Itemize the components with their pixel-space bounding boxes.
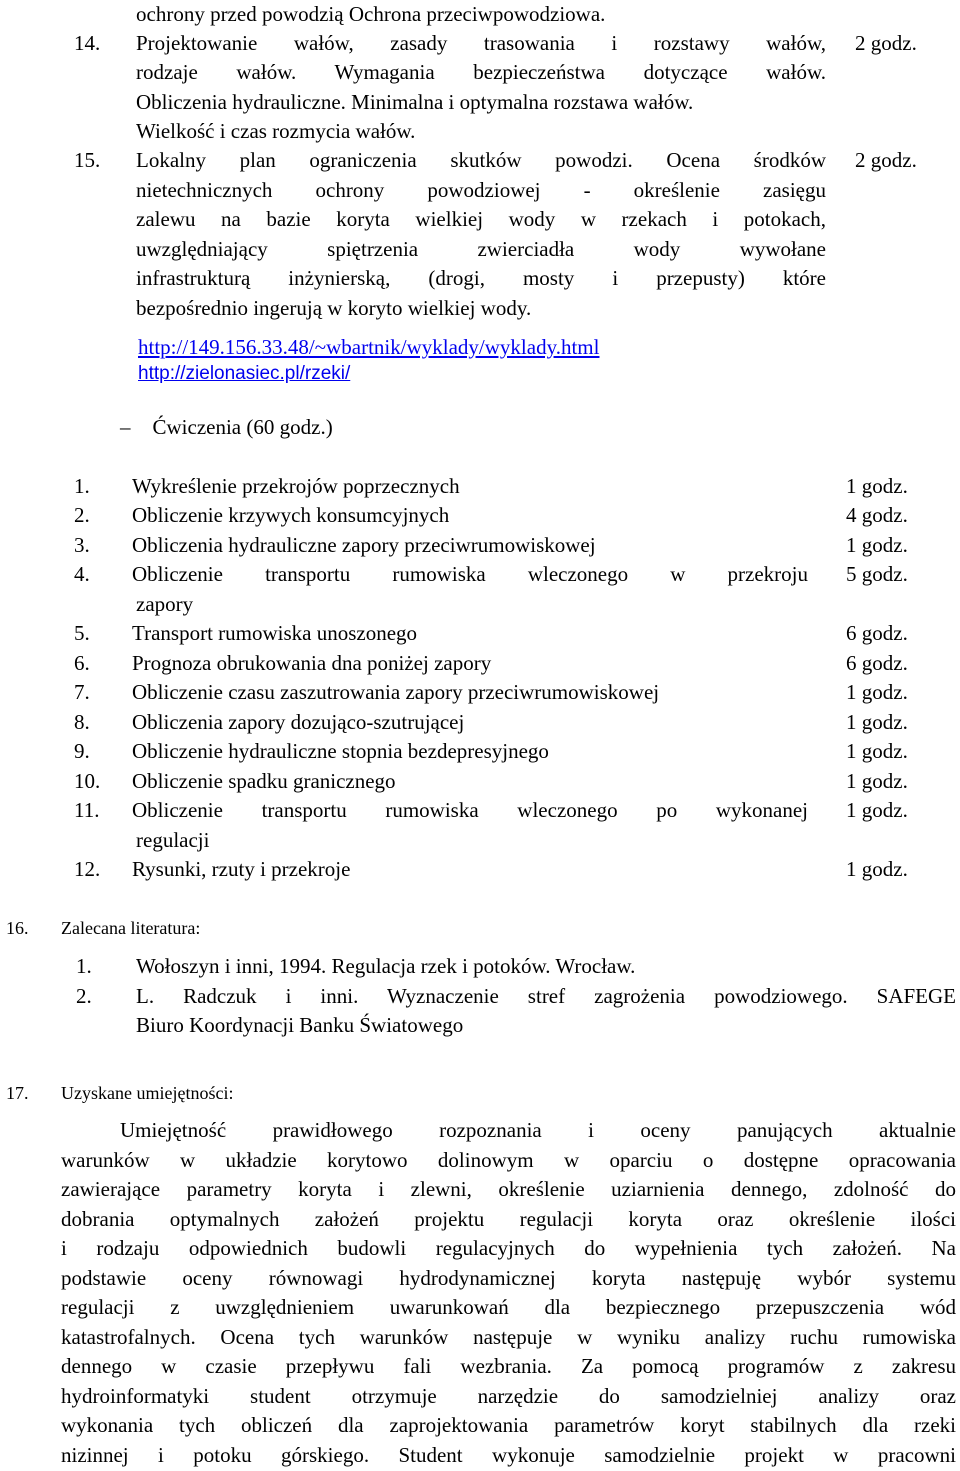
skills-paragraph-line-7: regulacji z uwzględnieniem uwarunkowań dla bezpiecznego przepuszczenia wód <box>61 1295 956 1319</box>
exercises-heading <box>120 413 333 443</box>
exercise-item-12-hours: 1 godz. <box>846 857 908 881</box>
exercise-item-5-number: 5. <box>74 621 90 645</box>
link-zielonasiec[interactable]: http://zielonasiec.pl/rzeki/ <box>138 363 351 384</box>
link-wyklady[interactable]: http://149.156.33.48/~wbartnik/wyklady/wyklady.html <box>138 335 600 359</box>
exercise-item-11-text-line-2: regulacji <box>136 828 210 852</box>
skills-paragraph-line-1: Umiejętność prawidłowego rozpoznania i oceny panujących aktualnie <box>120 1118 956 1142</box>
exercise-item-2-number: 2. <box>74 503 90 527</box>
exercise-item-4-text-line-1: Obliczenie transportu rumowiska wleczonego w przekroju <box>132 562 808 586</box>
exercise-item-7-text: Obliczenie czasu zaszutrowania zapory przeciwrumowiskowej <box>132 680 660 704</box>
exercise-item-6-hours: 6 godz. <box>846 651 908 675</box>
skills-paragraph-line-5: i rodzaju odpowiednich budowli regulacyjnych do wypełnienia tych założeń. Na <box>61 1236 956 1260</box>
exercise-item-12-number: 12. <box>74 857 101 881</box>
exercise-item-1-hours: 1 godz. <box>846 474 908 498</box>
lecture-item-14-number: 14. <box>74 31 101 55</box>
exercise-item-3-hours: 1 godz. <box>846 533 908 557</box>
lecture-continuation-line: ochrony przed powodzią Ochrona przeciwpowodziowa. <box>136 2 606 26</box>
lecture-item-15-line-1: Lokalny plan ograniczenia skutków powodzi. Ocena środków <box>136 148 826 172</box>
skills-paragraph-line-4: dobrania optymalnych założeń projektu regulacji koryta oraz określenie ilości <box>61 1207 956 1231</box>
exercise-item-8-number: 8. <box>74 710 90 734</box>
exercise-item-4-hours: 5 godz. <box>846 562 908 586</box>
lecture-item-14-line-4: Wielkość i czas rozmycia wałów. <box>136 119 416 143</box>
skills-paragraph-line-12: nizinnej i potoku górskiego. Student wykonuje samodzielnie projekt w pracowni <box>61 1443 956 1467</box>
lecture-item-15-hours: 2 godz. <box>855 148 917 172</box>
lecture-item-15-line-2: nietechnicznych ochrony powodziowej - określenie zasięgu <box>136 178 826 202</box>
exercise-item-10-text: Obliczenie spadku granicznego <box>132 769 396 793</box>
exercise-item-4-number: 4. <box>74 562 90 586</box>
exercise-item-2-text: Obliczenie krzywych konsumcyjnych <box>132 503 450 527</box>
exercise-item-8-hours: 1 godz. <box>846 710 908 734</box>
exercise-item-1-number: 1. <box>74 474 90 498</box>
lecture-item-15-line-3: zalewu na bazie koryta wielkiej wody w rzekach i potokach, <box>136 207 826 231</box>
exercise-item-9-hours: 1 godz. <box>846 739 908 763</box>
literature-item-1-number: 1. <box>76 954 92 978</box>
skills-paragraph-line-11: wykonania tych obliczeń dla zaprojektowania parametrów koryt stabilnych dla rzeki <box>61 1413 956 1437</box>
skills-paragraph-line-2: warunków w układzie korytowo dolinowym w oparciu o dostępne opracowania <box>61 1148 956 1172</box>
skills-paragraph-line-3: zawierające parametry koryta i zlewni, określenie uziarnienia dennego, zdolność do <box>61 1177 956 1201</box>
exercise-item-7-hours: 1 godz. <box>846 680 908 704</box>
exercise-item-1-text: Wykreślenie przekrojów poprzecznych <box>132 474 460 498</box>
lecture-item-15-line-6: bezpośrednio ingerują w koryto wielkiej wody. <box>136 296 532 320</box>
section-16-number: 16. <box>6 918 29 938</box>
exercise-item-10-hours: 1 godz. <box>846 769 908 793</box>
section-16-title: Zalecana literatura: <box>61 918 201 938</box>
dash-bullet: – <box>120 415 131 439</box>
exercise-item-11-hours: 1 godz. <box>846 798 908 822</box>
exercise-item-2-hours: 4 godz. <box>846 503 908 527</box>
skills-paragraph-line-8: katastrofalnych. Ocena tych warunków następuje w wyniku analizy ruchu rumowiska <box>61 1325 956 1349</box>
lecture-item-15-line-5: infrastrukturą inżynierską, (drogi, mosty i przepusty) które <box>136 266 826 290</box>
skills-paragraph-line-6: podstawie oceny równowagi hydrodynamicznej koryta następuję wybór systemu <box>61 1266 956 1290</box>
lecture-item-14-line-1: Projektowanie wałów, zasady trasowania i rozstawy wałów, <box>136 31 826 55</box>
exercise-item-6-text: Prognoza obrukowania dna poniżej zapory <box>132 651 492 675</box>
exercise-item-11-text-line-1: Obliczenie transportu rumowiska wleczonego po wykonanej <box>132 798 808 822</box>
exercise-item-9-text: Obliczenie hydrauliczne stopnia bezdepresyjnego <box>132 739 549 763</box>
skills-paragraph-line-10: hydroinformatyki student otrzymuje narzędzie do samodzielniej analizy oraz <box>61 1384 956 1408</box>
lecture-item-14-line-3: Obliczenia hydrauliczne. Minimalna i optymalna rozstawa wałów. <box>136 90 694 114</box>
lecture-item-15-line-4: uwzględniający spiętrzenia zwierciadła wody wywołane <box>136 237 826 261</box>
exercise-item-3-number: 3. <box>74 533 90 557</box>
exercise-item-6-number: 6. <box>74 651 90 675</box>
exercise-item-10-number: 10. <box>74 769 101 793</box>
exercise-item-5-hours: 6 godz. <box>846 621 908 645</box>
exercise-item-3-text: Obliczenia hydrauliczne zapory przeciwrumowiskowej <box>132 533 596 557</box>
exercise-item-7-number: 7. <box>74 680 90 704</box>
literature-item-2-number: 2. <box>76 984 92 1008</box>
exercise-item-8-text: Obliczenia zapory dozująco-szutrującej <box>132 710 465 734</box>
exercise-item-9-number: 9. <box>74 739 90 763</box>
exercises-heading-text: Ćwiczenia (60 godz.) <box>152 415 333 439</box>
section-17-number: 17. <box>6 1083 29 1103</box>
exercise-item-12-text: Rysunki, rzuty i przekroje <box>132 857 351 881</box>
literature-item-2-line-1: L. Radczuk i inni. Wyznaczenie stref zagrożenia powodziowego. SAFEGE <box>136 984 956 1008</box>
lecture-item-15-number: 15. <box>74 148 101 172</box>
skills-paragraph-line-9: dennego w czasie przepływu fali wezbrania. Za pomocą programów z zakresu <box>61 1354 956 1378</box>
literature-item-2-line-2: Biuro Koordynacji Banku Światowego <box>136 1013 464 1037</box>
lecture-item-14-line-2: rodzaje wałów. Wymagania bezpieczeństwa dotyczące wałów. <box>136 60 826 84</box>
exercise-item-11-number: 11. <box>74 798 100 822</box>
lecture-item-14-hours: 2 godz. <box>855 31 917 55</box>
exercise-item-5-text: Transport rumowiska unoszonego <box>132 621 418 645</box>
literature-item-1-text: Wołoszyn i inni, 1994. Regulacja rzek i potoków. Wrocław. <box>136 954 636 978</box>
section-17-title: Uzyskane umiejętności: <box>61 1083 234 1103</box>
exercise-item-4-text-line-2: zapory <box>136 592 194 616</box>
